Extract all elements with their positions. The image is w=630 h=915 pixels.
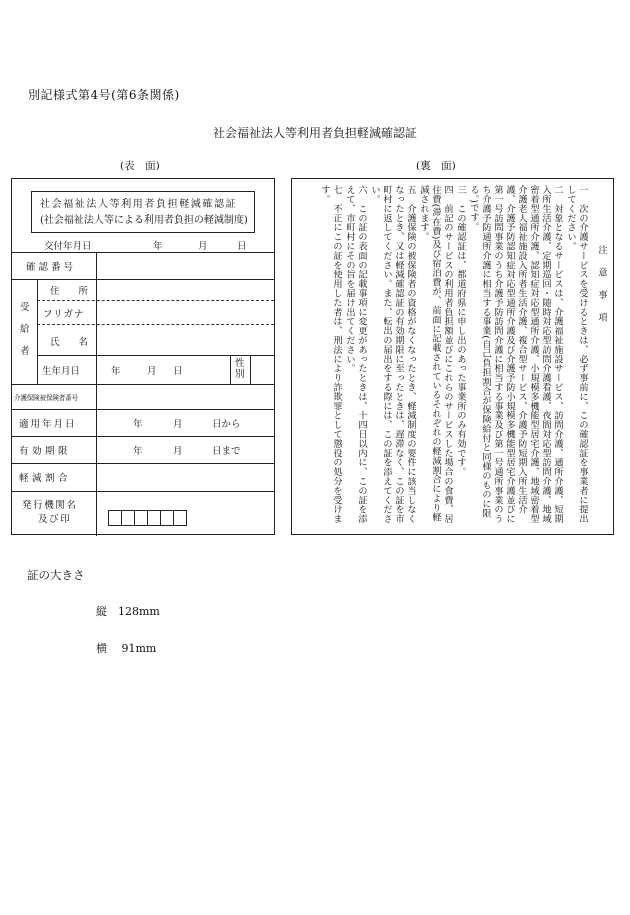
issue-month-unit: 月 <box>198 241 208 252</box>
card-height: 縦 128mm <box>96 605 160 618</box>
applicable-month-unit: 月 <box>173 419 183 430</box>
notes-list <box>317 185 607 525</box>
validity-label: 有効期限 <box>19 446 72 457</box>
validity-month-unit: 月 <box>173 446 183 457</box>
address-label: 住 所 <box>50 286 89 297</box>
front-card <box>11 178 275 535</box>
note-item: 五 介護保険の被保険者の資格がなくなったとき、軽減制度の要件に該当しなくなったとき、又は軽減確認証の有効期限に至ったときは、遅滞なく、この証を市町村に返してください。また、転出の届出をする際には、この証を添えてください。 <box>369 185 416 524</box>
note-item: 四 前記のサービスの利用者負担額並びにこれらのサービスした場合の食費、居住費(滞在費)及び宿泊費が、前面に記載されているそれぞれの軽減割合により軽減されます。 <box>418 185 453 524</box>
furigana-label: フリガナ <box>43 309 85 320</box>
applicable-date-label: 適用年月日 <box>19 419 77 430</box>
note-item: 七 不正にこの証を使用した者は、刑法により詐欺罪として懲役の処分を受けます。 <box>319 185 342 524</box>
reduction-rate-label: 軽減割合 <box>19 473 72 484</box>
name-label: 氏 名 <box>50 337 89 348</box>
card-size-title: 証の大きさ <box>27 568 85 582</box>
issuer-code-box <box>121 510 135 526</box>
issuer-seal-label: 及び印 <box>38 514 72 525</box>
form-reference: 別記様式第4号(第6条関係) <box>28 88 180 102</box>
issuer-code-box <box>173 510 187 526</box>
birthdate-label: 生年月日 <box>42 366 81 377</box>
birth-day-unit: 日 <box>173 366 183 377</box>
back-side-label: (裏 面) <box>416 160 456 172</box>
back-card <box>291 178 614 535</box>
validity-year-unit: 年 <box>133 446 143 457</box>
card-subtitle: (社会福祉法人等による利用者負担の軽減制度) <box>40 215 248 226</box>
issuer-code-box <box>134 510 148 526</box>
issuer-code-box <box>108 510 122 526</box>
applicable-year-unit: 年 <box>133 419 143 430</box>
issue-year-unit: 年 <box>153 241 163 252</box>
issue-day-unit: 日 <box>237 241 247 252</box>
issuer-code-box <box>160 510 174 526</box>
confirmation-number-label: 確認番号 <box>26 262 77 273</box>
validity-until-unit: 日まで <box>212 446 241 457</box>
note-item: 三 この確認証は、都道府県に申し出のあった事業所のみ有効です。 <box>455 185 466 477</box>
issuer-label: 発行機関名 <box>22 500 78 511</box>
page-title: 社会福祉法人等利用者負担軽減確認証 <box>212 126 417 140</box>
issuer-code-box <box>147 510 161 526</box>
recipient-label: 受給者 <box>20 302 30 357</box>
birth-year-unit: 年 <box>111 366 121 377</box>
insured-number-label: 介護保険被保険者番号 <box>14 394 78 402</box>
note-item: 一 次の介護サービスを受けるときは、必ず事前に、この確認証を事業者に提出してください。 <box>565 185 588 524</box>
front-side-label: (表 面) <box>120 160 160 172</box>
applicable-from-unit: 日から <box>212 419 241 430</box>
card-title-box <box>31 191 255 233</box>
card-width: 横 91mm <box>96 642 157 655</box>
birth-month-unit: 月 <box>147 366 157 377</box>
issue-date-label: 交付年月日 <box>44 241 92 252</box>
notes-heading: 注 意 事 項 <box>596 244 607 324</box>
sex-label: 性別 <box>235 358 245 380</box>
card-title: 社会福祉法人等利用者負担軽減確認証 <box>40 199 238 210</box>
note-item: 二 対象となるサービスは、介護福祉施設サービス、訪問介護、通所介護、短期入所生活介護、定期巡回・随時対応型訪問介護看護、夜間対応型訪問介護、地域密着型通所介護、認知症対応型通所介護、小規模多機能型居宅介護、地域密着型介護老人福祉施設入所者生活介護、複合型サービス、介護予防短期入所生活介護、介護予防認知症対応型通所介護及び介護予防小規模多機能型居宅介護並びに第一号訪問事業のうち介護予防訪問介護に相当する事業及び第一号通所事業のうち介護予防通所介護に相当する事業(自己負担割合が保険給付と同様のものに限る。)です。 <box>468 185 563 524</box>
note-item: 六 この証の表面の記載事項に変更があったときは、十四日以内に、この証を添えて、市町村にその旨を届け出てください。 <box>344 185 367 524</box>
